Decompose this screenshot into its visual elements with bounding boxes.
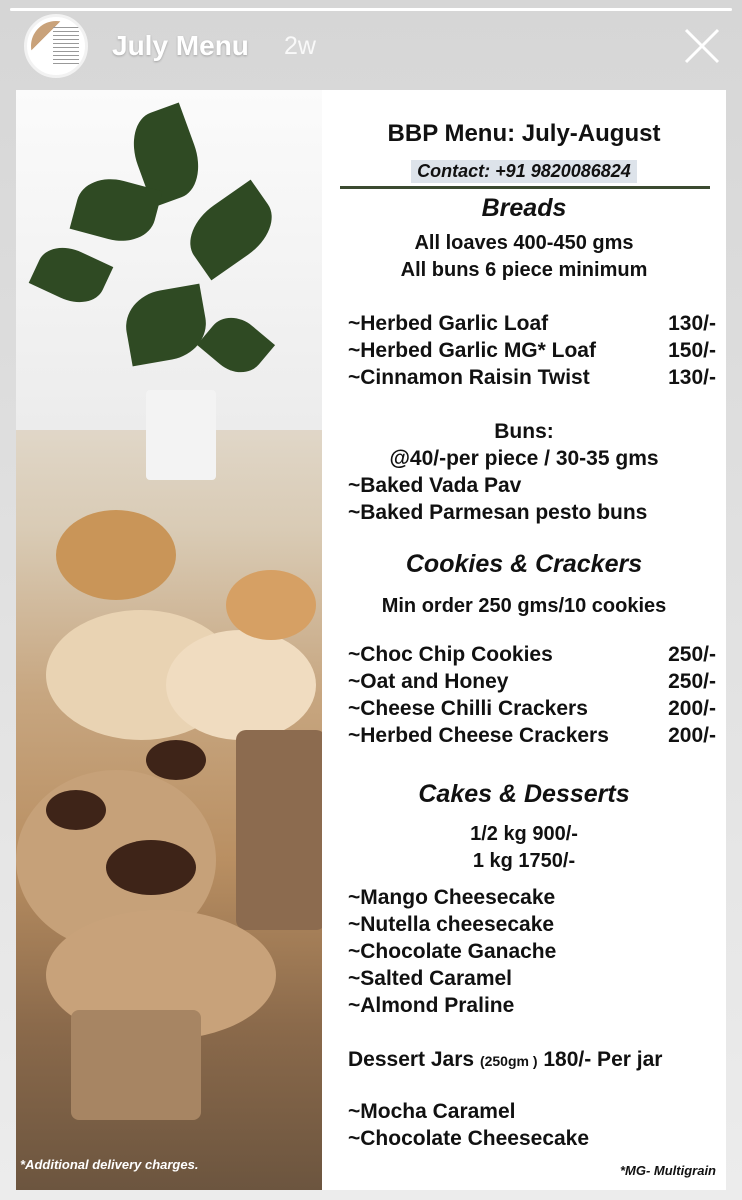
menu-item	[348, 643, 716, 667]
item-name: ~Cinnamon Raisin Twist	[348, 366, 590, 389]
plant-pot	[146, 390, 216, 480]
avatar[interactable]	[24, 14, 88, 78]
breads-note: All buns 6 piece minimum	[400, 259, 648, 281]
item-price: 200/-	[668, 724, 716, 747]
menu-item	[348, 967, 716, 991]
item-name: ~Oat and Honey	[348, 670, 509, 693]
menu-item	[348, 1127, 716, 1151]
breads-note: All loaves 400-450 gms	[414, 232, 634, 254]
menu-item	[348, 886, 716, 910]
item-price: 250/-	[668, 643, 716, 666]
buns-price: @40/-per piece / 30-35 gms	[389, 447, 659, 470]
cake-price: 1/2 kg 900/-	[470, 823, 578, 845]
item-name: ~Mocha Caramel	[348, 1100, 516, 1123]
item-name: ~Choc Chip Cookies	[348, 643, 553, 666]
section-heading-cookies: Cookies & Crackers	[405, 550, 643, 578]
menu-title: BBP Menu: July-August	[387, 120, 661, 147]
item-name: ~Salted Caramel	[348, 967, 513, 990]
item-name: ~Herbed Cheese Crackers	[348, 724, 609, 747]
item-price: 150/-	[668, 339, 716, 362]
item-price: 200/-	[668, 697, 716, 720]
bakery-photo	[16, 90, 322, 1190]
story-progress-fill	[10, 8, 732, 11]
contact-number[interactable]: Contact: +91 9820086824	[411, 160, 637, 183]
story-progress-bar	[10, 8, 732, 11]
menu-item	[348, 670, 716, 694]
item-name: ~Baked Vada Pav	[348, 474, 522, 497]
story-timestamp: 2w	[284, 32, 316, 60]
item-name: ~Herbed Garlic MG* Loaf	[348, 339, 596, 362]
cake-price: 1 kg 1750/-	[472, 850, 576, 872]
item-name: ~Almond Praline	[348, 994, 515, 1017]
footnote-delivery: *Additional delivery charges.	[20, 1157, 199, 1172]
section-heading-breads: Breads	[481, 194, 567, 222]
menu-panel	[322, 90, 726, 1190]
item-name: ~Cheese Chilli Crackers	[348, 697, 588, 720]
menu-item	[348, 940, 716, 964]
dessert-jars-line	[348, 1048, 716, 1072]
close-button[interactable]	[682, 26, 722, 66]
item-name: ~Chocolate Ganache	[348, 940, 557, 963]
item-price: 130/-	[668, 366, 716, 389]
item-name: ~Nutella cheesecake	[348, 913, 555, 936]
menu-item	[348, 994, 716, 1018]
menu-item	[348, 724, 716, 748]
story-content[interactable]	[16, 90, 726, 1190]
story-title[interactable]: July Menu	[112, 30, 249, 61]
menu-item	[348, 1100, 716, 1124]
jars-price: 180/- Per jar	[543, 1048, 663, 1071]
contact-wrap	[322, 160, 726, 183]
item-name: ~Mango Cheesecake	[348, 886, 556, 909]
menu-item	[348, 474, 716, 498]
story-header	[0, 12, 742, 82]
footnote-multigrain: *MG- Multigrain	[619, 1163, 716, 1178]
avatar-text-lines	[53, 27, 79, 67]
item-name: ~Chocolate Cheesecake	[348, 1127, 590, 1150]
menu-item	[348, 339, 716, 363]
divider	[340, 186, 710, 189]
menu-item	[348, 312, 716, 336]
item-price: 250/-	[668, 670, 716, 693]
menu-item	[348, 697, 716, 721]
buns-heading: Buns:	[494, 420, 554, 443]
close-icon	[682, 26, 722, 66]
cookies-note: Min order 250 gms/10 cookies	[381, 595, 667, 617]
menu-item	[348, 913, 716, 937]
menu-item	[348, 366, 716, 390]
section-heading-cakes: Cakes & Desserts	[418, 780, 630, 808]
item-name: ~Baked Parmesan pesto buns	[348, 501, 648, 524]
item-price: 130/-	[668, 312, 716, 335]
item-name: ~Herbed Garlic Loaf	[348, 312, 549, 335]
jars-size: (250gm )	[479, 1053, 538, 1069]
menu-item	[348, 501, 716, 525]
jars-label: Dessert Jars	[348, 1048, 475, 1071]
